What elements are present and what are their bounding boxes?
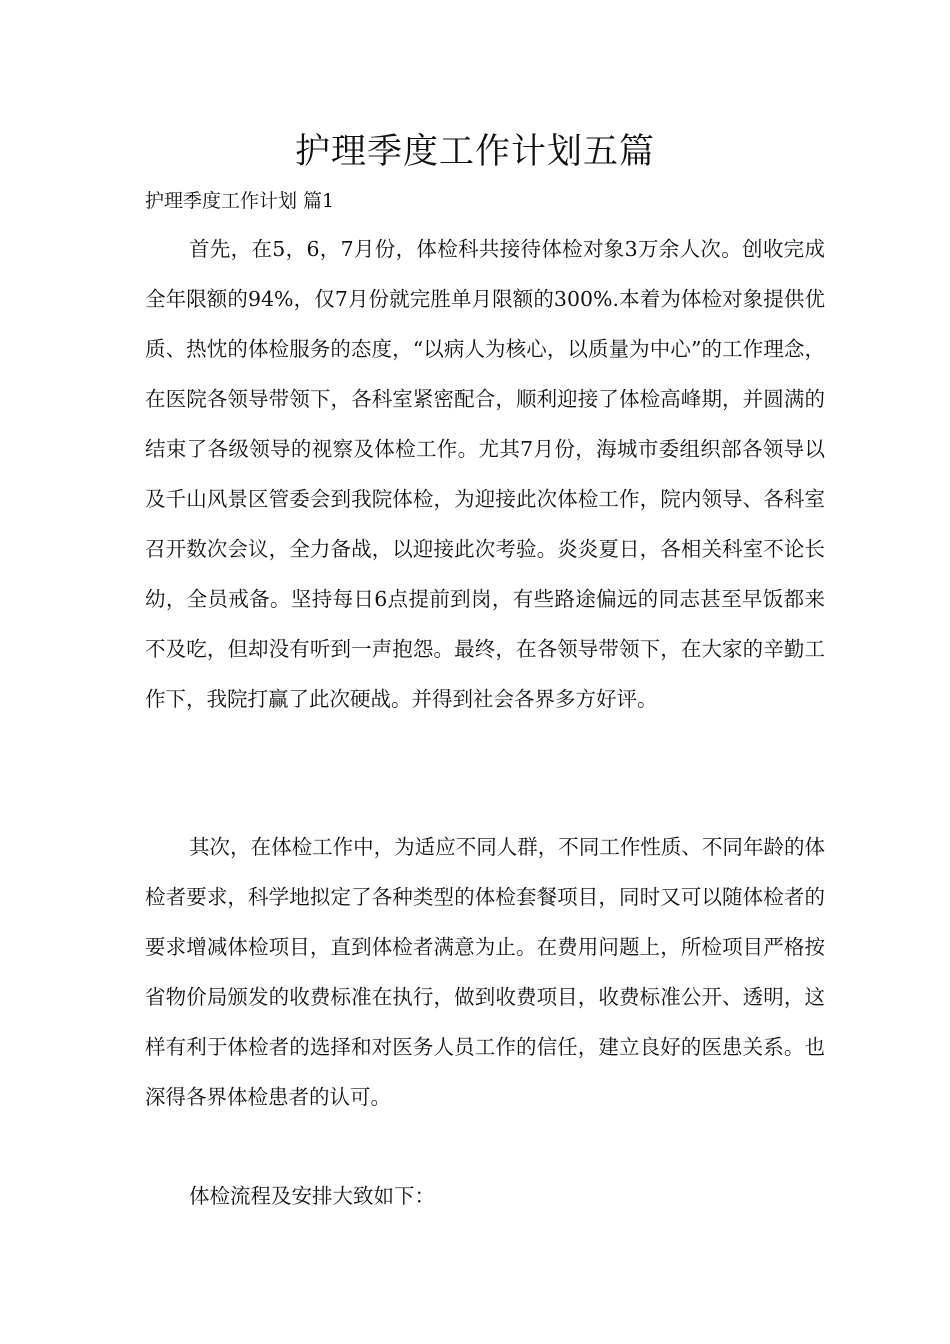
paragraph-1: 首先，在5，6，7月份，体检科共接待体检对象3万余人次。创收完成全年限额的94%，仅7月份就完胜单月限额的300%.本着为体检对象提供优质、热忱的体检服务的态度，“以病人为核心，以质量为中心”的工作理念，在医院各领导带领下，各科室紧密配合，顺利迎接了体检高峰期，并圆满的结束了各级领导的视察及体检工作。尤其7月份，海城市委组织部各领导以及千山风景区管委会到我院体检，为迎接此次体检工作，院内领导、各科室召开数次会议，全力备战，以迎接此次考验。炎炎夏日，各相关科室不论长幼，全员戒备。坚持每日6点提前到岗，有些路途偏远的同志甚至早饭都来不及吃，但却没有听到一声抱怨。最终，在各领导带领下，在大家的辛勤工作下，我院打赢了此次硬战。并得到社会各界多方好评。	[145, 237, 825, 711]
paragraph-2: 其次，在体检工作中，为适应不同人群，不同工作性质、不同年龄的体检者要求，科学地拟定了各种类型的体检套餐项目，同时又可以随体检者的要求增减体检项目，直到体检者满意为止。在费用问题上，所检项目严格按省物价局颁发的收费标准在执行，做到收费项目，收费标准公开、透明，这样有利于体检者的选择和对医务人员工作的信任，建立良好的医患关系。也深得各界体检患者的认可。	[145, 835, 825, 1109]
section-heading: 护理季度工作计划 篇1	[145, 190, 335, 212]
paragraph-3: 体检流程及安排大致如下：	[189, 1184, 435, 1208]
document-title: 护理季度工作计划五篇	[294, 132, 655, 172]
